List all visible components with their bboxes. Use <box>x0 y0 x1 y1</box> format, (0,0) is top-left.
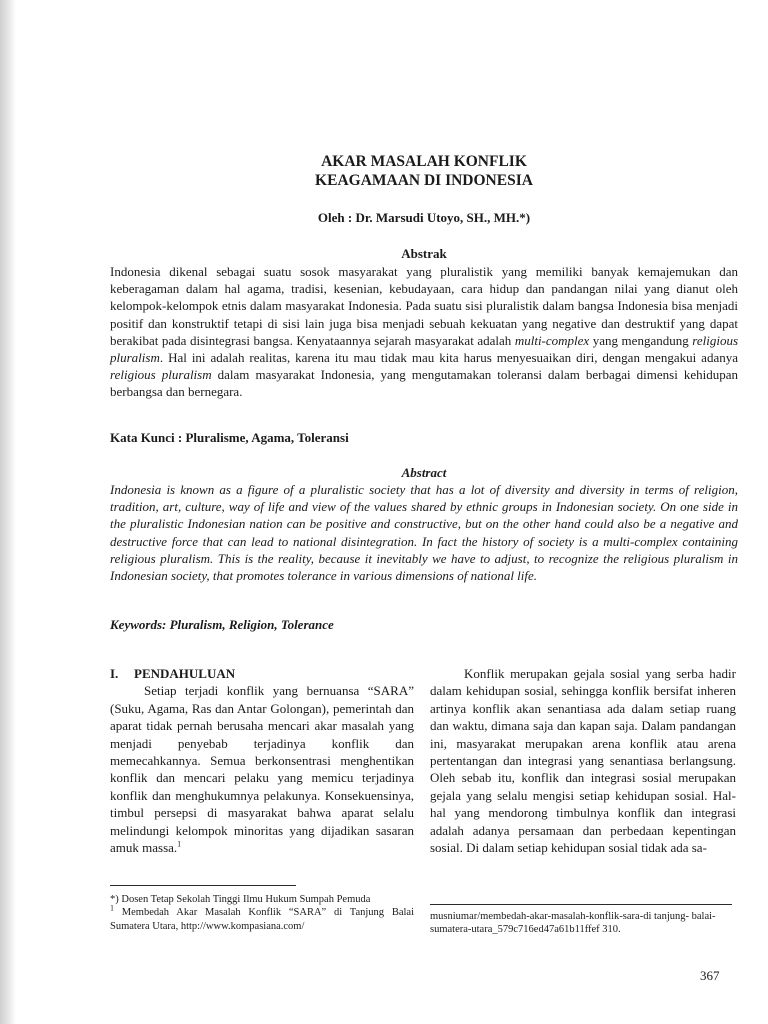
section-heading <box>110 665 414 682</box>
abstrak-text-4: dalam masyarakat Indonesia, yang mengutamakan toleransi dalam berbagai dimensi kehidupan berbangsa dan bernegara. <box>110 367 738 400</box>
footnotes-left <box>110 893 414 933</box>
footnote-1-text: Membedah Akar Masalah Konflik “SARA” di Tanjung Balai Sumatera Utara, http://www.kompasiana.com/ <box>110 907 414 932</box>
footnote-ref-1: 1 <box>177 839 182 849</box>
abstrak-body <box>110 263 738 401</box>
abstrak-text-1: Indonesia dikenal sebagai suatu sosok masyarakat yang pluralistik yang memiliki banyak kemajemukan dan keberagaman dalam hal agama, tradisi, kesenian, kebudayaan, cara hidup dan pandangan nilai yang dianut oleh kelompok-kelompok etnis dalam masyarakat Indonesia. Pada suatu sisi pluralistik dalam bangsa Indonesia bisa menjadi positif dan konstruktif tetapi di sisi lain juga bisa menjadi sebuah kekuatan yang negative dan destruktif yang dapat berakibat pada disintegrasi bangsa. Kenyataannya sejarah masyarakat adalah <box>110 264 738 348</box>
kata-kunci: Kata Kunci : Pluralisme, Agama, Toleransi <box>110 430 349 445</box>
intro-paragraph-2: Konflik merupakan gejala sosial yang serba hadir dalam kehidupan sosial, sehingga konflik bersifat inheren artinya konflik akan senantiasa ada dalam setiap ruang dan waktu, dimana saja dan kapan saja. Dalam pandangan ini, masyarakat merupakan arena konflik atau arena pertentangan dan integrasi yang senantiasa berlangsung. Oleh sebab itu, konflik dan integrasi sosial merupakan gejala yang selalu mengisi setiap kehidupan sosial. Hal-hal yang mendorong timbulnya konflik dan integrasi adalah adanya persamaan dan perbedaan kepentingan sosial. Di dalam setiap kehidupan sosial tidak ada sa- <box>430 666 736 856</box>
abstrak-term-2: religious pluralism <box>110 332 739 366</box>
abstrak-text-3: . Hal ini adalah realitas, karena itu mau tidak mau kita harus menyesuaikan diri, dengan mengakui adanya <box>159 350 738 366</box>
title-line-2: KEAGAMAAN DI INDONESIA <box>315 172 533 189</box>
footnote-star: *) Dosen Tetap Sekolah Tinggi Ilmu Hukum Sumpah Pemuda <box>110 894 371 905</box>
intro-paragraph-1 <box>110 682 414 856</box>
abstrak-heading: Abstrak <box>401 246 447 261</box>
abstrak-term-3: religious pluralism <box>110 367 212 383</box>
abstract-body: Indonesia is known as a figure of a pluralistic society that has a lot of diversity and diversity in terms of religion, tradition, art, culture, way of life and view of the values shared by ethnic groups in Indonesian society. On one side in the pluralistic Indonesian nation can be positive and constructive, but on the other hand could also be a negative and destructive force that can lead to national disintegration. In fact the history of society is a multi-complex containing religious pluralism. This is the reality, because it inevitably we have to adjust, to recognize the religious pluralism in Indonesian society, that promotes tolerance in various dimensions of national life. <box>110 482 738 584</box>
keywords: Keywords: Pluralism, Religion, Tolerance <box>110 617 334 632</box>
abstrak-text-2: yang mengandung <box>589 332 693 348</box>
footnote-1-number: 1 <box>110 903 114 913</box>
intro-paragraph-1-text: Setiap terjadi konflik yang bernuansa “SARA” (Suku, Agama, Ras dan Antar Golongan), pemerintah dan aparat tidak pernah berusaha mencari akar masalah yang menjadi penyebab terjadinya konflik dan memecahkannya. Semua berkonsentrasi menghentikan konflik dan mencari pelaku yang memicu terjadinya konflik dan menghukumnya pelakunya. Konsekuensinya, timbul persepsi di masyarakat bahwa aparat selalu melindungi kelompok minoritas yang dijadikan sasaran amuk massa. <box>110 683 414 856</box>
page-number: 367 <box>700 968 720 983</box>
column-left <box>110 665 414 856</box>
section-number: I. <box>110 666 119 681</box>
footnote-rule-left <box>110 885 296 886</box>
column-right <box>430 665 736 856</box>
abstract-heading: Abstract <box>401 465 447 480</box>
section-title: PENDAHULUAN <box>134 666 236 681</box>
title-line-1: AKAR MASALAH KONFLIK <box>321 153 527 170</box>
footnote-1 <box>110 903 414 933</box>
author-line: Oleh : Dr. Marsudi Utoyo, SH., MH.*) <box>317 210 531 225</box>
paper-title <box>110 152 738 190</box>
abstrak-term-1: multi-complex <box>514 332 590 348</box>
footnote-1-continued: musniumar/membedah-akar-masalah-konflik-sara-di tanjung- balai- sumatera-utara_579c716ed47a61b11ffef 310. <box>430 911 716 936</box>
footnote-rule-right <box>430 904 732 905</box>
